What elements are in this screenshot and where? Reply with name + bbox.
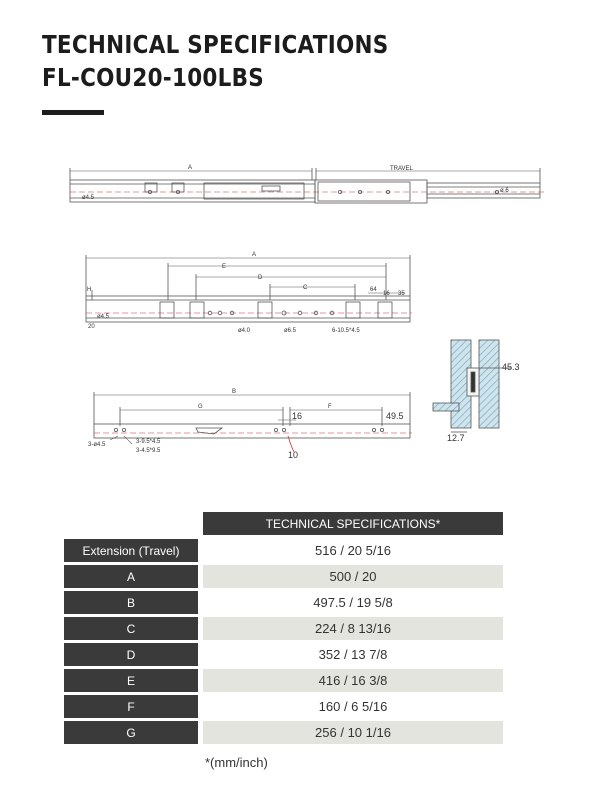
hole-label-d45-top: ø4.5 xyxy=(82,195,95,201)
dim-label-10: 10 xyxy=(288,450,299,460)
spec-row-value: 352 / 13 7/8 xyxy=(318,647,388,662)
spec-table-header: TECHNICAL SPECIFICATIONS* xyxy=(203,512,503,535)
top-view-extended xyxy=(70,168,545,203)
title-line-2: FL-COU20-100LBS xyxy=(42,63,265,92)
dim-label-e: E xyxy=(222,264,227,270)
dim-label-b: B xyxy=(232,389,237,395)
spec-row-value: 516 / 20 5/16 xyxy=(315,543,391,558)
dim-label-a-top: A xyxy=(188,165,193,171)
spec-row-label: E xyxy=(64,669,198,692)
spec-row-e xyxy=(64,669,503,692)
spec-row-value: 416 / 16 3/8 xyxy=(203,669,503,692)
slot-label: 6-10.5*4.5 xyxy=(332,328,360,334)
dim-label-d: D xyxy=(258,275,263,281)
spec-row-extension xyxy=(64,539,503,562)
spec-row-value: 497.5 / 19 5/8 xyxy=(313,595,393,610)
hole-label-d40: ø4.0 xyxy=(238,328,251,334)
hole-label-d65: ø6.5 xyxy=(284,328,297,334)
spec-row-a xyxy=(64,565,503,588)
spec-row-label: F xyxy=(64,695,198,718)
dim-label-64: 64 xyxy=(370,287,377,293)
hole-label-d45-mid: ø4.5 xyxy=(97,314,110,320)
dim-label-travel: TRAVEL xyxy=(390,166,413,172)
dim-label-16b: 16 xyxy=(292,411,303,421)
spec-row-b xyxy=(64,591,503,614)
dim-label-h: H xyxy=(87,287,92,293)
dim-label-c: C xyxy=(303,285,308,291)
spec-row-c xyxy=(64,617,503,640)
dim-label-45-3: 45.3 xyxy=(502,362,520,372)
spec-row-value: 160 / 6 5/16 xyxy=(318,699,388,714)
hole-label-d6-top: ø 6 xyxy=(500,188,509,194)
title-line-1: TECHNICAL SPECIFICATIONS xyxy=(42,30,389,59)
units-footnote: *(mm/inch) xyxy=(205,755,268,770)
hole-label-3-d45: 3-ø4.5 xyxy=(88,442,106,448)
spec-row-label: D xyxy=(64,643,198,666)
slot-label-3-45x95: 3-4.5*9.5 xyxy=(136,448,161,454)
dim-label-49-5: 49.5 xyxy=(386,411,404,421)
spec-row-label: A xyxy=(64,565,198,588)
spec-row-value: 224 / 8 13/16 xyxy=(203,617,503,640)
dim-label-20: 20 xyxy=(88,324,95,330)
cross-section-view xyxy=(433,340,512,432)
dim-label-f: F xyxy=(328,404,332,410)
spec-row-d xyxy=(64,643,503,666)
dim-label-12-7: 12.7 xyxy=(447,433,465,443)
spec-row-label: Extension (Travel) xyxy=(64,539,198,562)
spec-row-value: 256 / 10 1/16 xyxy=(203,721,503,744)
spec-row-f xyxy=(64,695,503,718)
dim-label-a-mid: A xyxy=(252,252,257,258)
dim-label-35: 35 xyxy=(398,291,405,297)
slot-label-3-95x45: 3-9.5*4.5 xyxy=(136,439,161,445)
dim-label-g: G xyxy=(198,404,203,410)
spec-row-label: B xyxy=(64,591,198,614)
dim-label-16a: 16 xyxy=(383,291,390,297)
spec-row-value: 500 / 20 xyxy=(203,565,503,588)
middle-view-rail xyxy=(86,255,412,322)
spec-row-g xyxy=(64,721,503,744)
spec-row-label: G xyxy=(64,721,198,744)
spec-row-label: C xyxy=(64,617,198,640)
